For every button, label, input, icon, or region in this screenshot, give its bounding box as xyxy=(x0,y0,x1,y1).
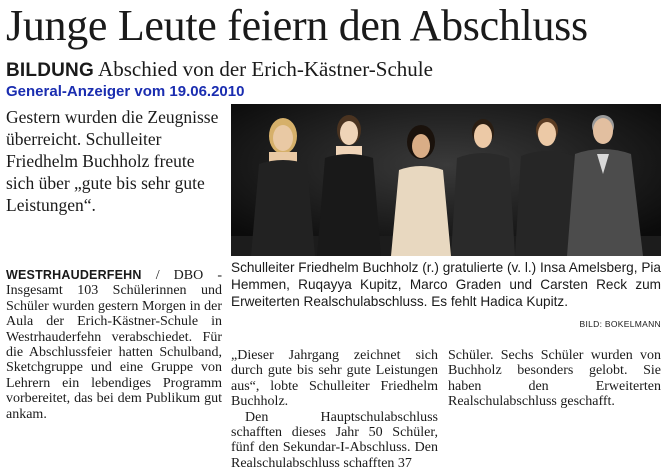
dateline: WESTRHAUDERFEHN xyxy=(6,268,142,282)
photo-credit: BILD: BOKELMANN xyxy=(579,319,661,329)
teaser-paragraph: Gestern wurden die Zeugnisse überreicht. Schulleiter Friedhelm Buchholz freute sich über „gute bis sehr gute Leistungen“. xyxy=(6,107,219,215)
paragraph-text: - Insgesamt 103 Schülerinnen und Schüler wurden gestern Morgen in der Aula der Erich-Kästner-Schule in Westrhauderfehn verabschiedet. Für die Abschlussfeier hatten Schulband, Sketchgruppe und eine Gruppe von Lehrern ein lebendiges Programm vorbereitet, das bei dem Publikum gut ankam. xyxy=(6,268,222,422)
body-column-1 xyxy=(6,268,222,422)
source-note: General-Anzeiger vom 19.06.2010 xyxy=(6,83,245,100)
section-kicker: BILDUNG xyxy=(6,60,94,81)
graduation-photo-illustration xyxy=(231,104,661,256)
article-photo xyxy=(231,104,661,256)
article-headline: Junge Leute feiern den Abschluss xyxy=(6,1,588,50)
body-column-2 xyxy=(231,348,438,471)
photo-caption xyxy=(231,259,661,310)
teaser-text xyxy=(6,106,224,216)
caption-text: Schulleiter Friedhelm Buchholz (r.) gratulierte (v. l.) Insa Amelsberg, Pia Hemmen, Ruqayya Kupitz, Marco Graden und Carsten Reck zum Erweiterten Realschulabschluss. Es fehlt Hadica Kupitz. xyxy=(231,260,661,309)
subheadline: Abschied von der Erich-Kästner-Schule xyxy=(98,57,433,81)
subheadline-line xyxy=(6,56,660,84)
agency-code: / DBO xyxy=(141,268,204,283)
body-column-3 xyxy=(448,348,661,410)
body-paragraph-3: Den Hauptschulabschluss schafften dieses Jahr 50 Schüler, fünf den Sekundar-I-Abschluss. Den Realschulabschluss schafften 37 xyxy=(231,409,438,471)
body-paragraph-1 xyxy=(6,268,222,422)
body-paragraph-2: „Dieser Jahrgang zeichnet sich durch gute bis sehr gute Leistungen aus“, lobte Schulleiter Friedhelm Buchholz. xyxy=(231,348,438,410)
body-paragraph-3-continued: Schüler. Sechs Schüler wurden von Buchholz besonders gelobt. Sie haben den Erweiterten Realschulabschluss geschafft. xyxy=(448,348,661,410)
